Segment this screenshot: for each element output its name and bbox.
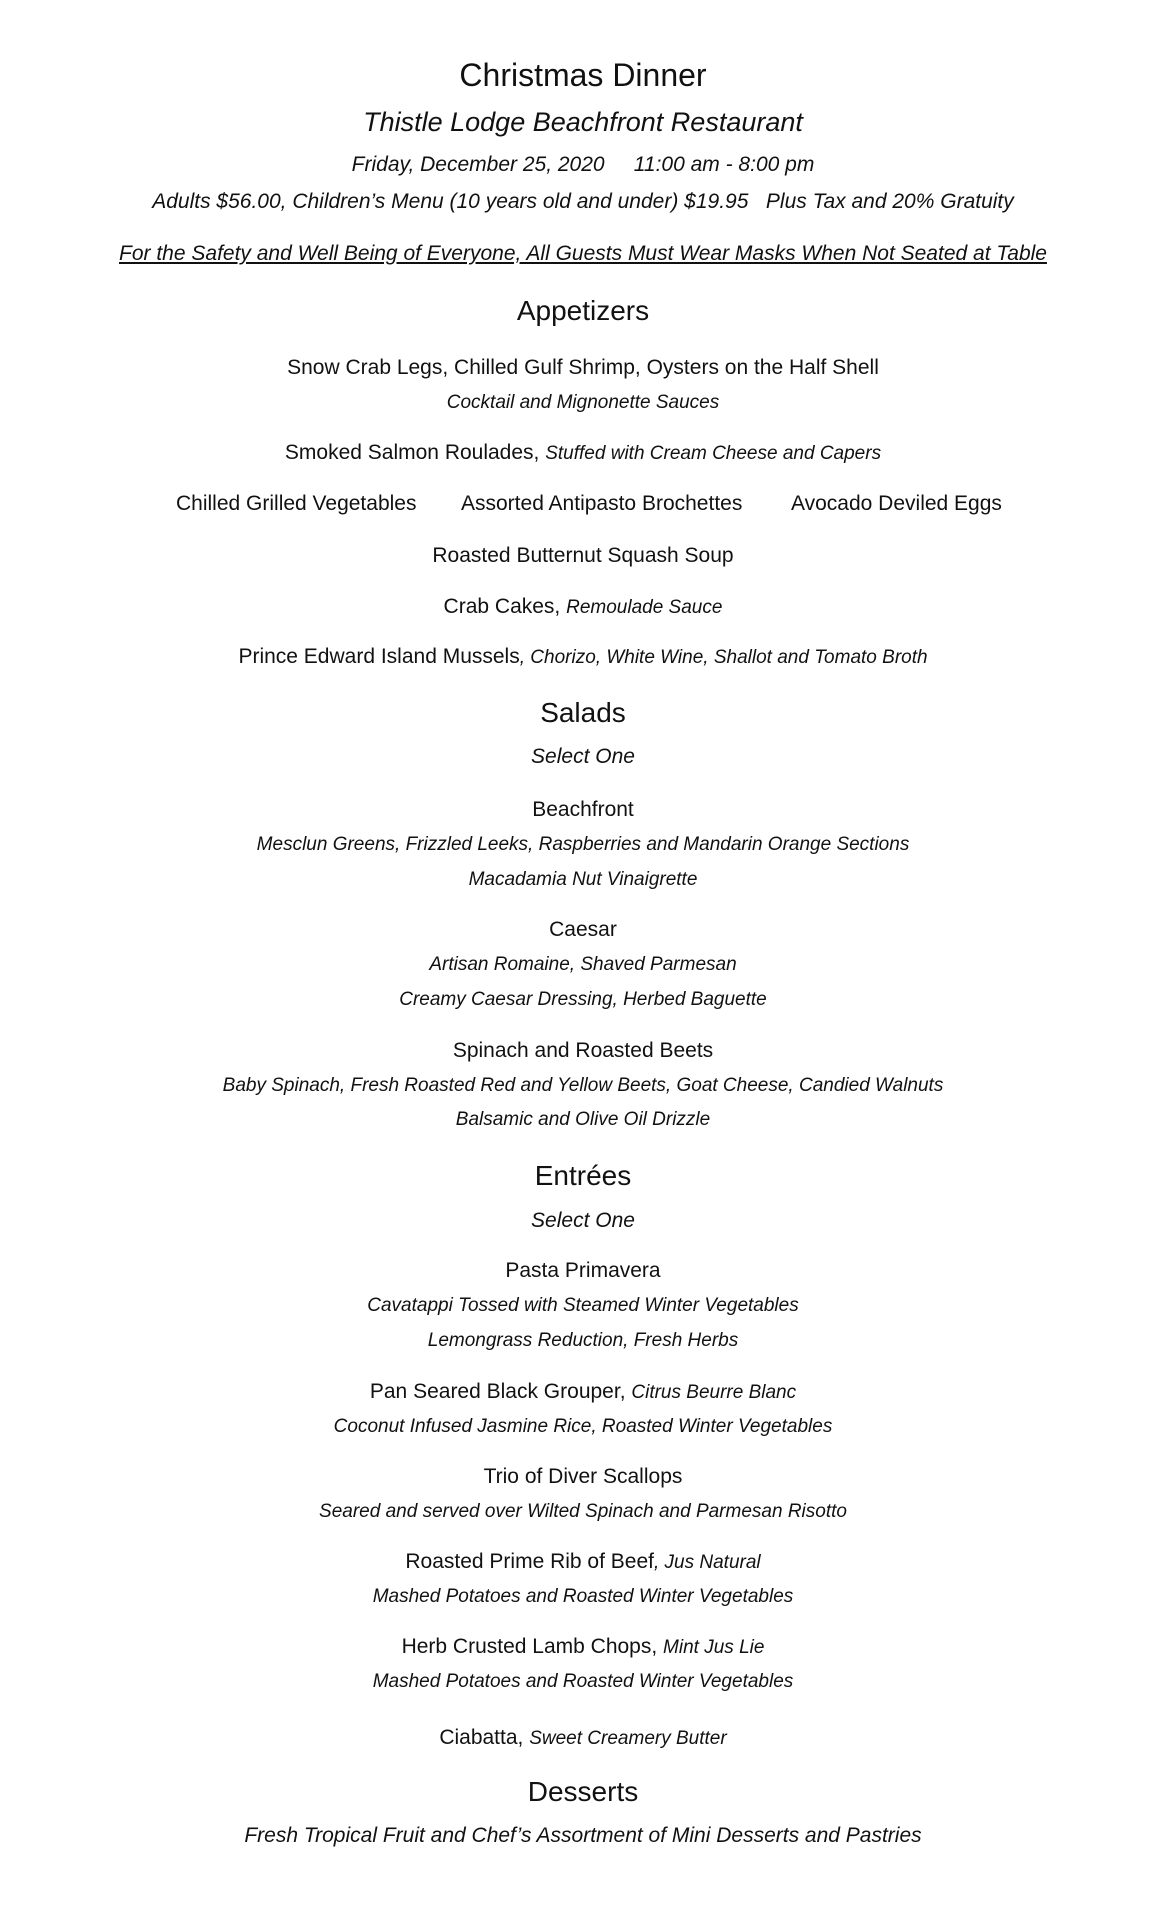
mussels-desc: , Chorizo, White Wine, Shallot and Tomato Broth — [519, 647, 928, 668]
salad-desc: Baby Spinach, Fresh Roasted Red and Yellow Beets, Goat Cheese, Candied Walnuts — [222, 1075, 944, 1096]
desserts-desc: Fresh Tropical Fruit and Chef’s Assortment of Mini Desserts and Pastries — [244, 1824, 922, 1847]
pasta-desc: Cavatappi Tossed with Steamed Winter Vegetables — [367, 1295, 799, 1316]
event-time: 11:00 am - 8:00 pm — [633, 153, 815, 176]
crab-cakes-desc: Remoulade Sauce — [566, 597, 723, 618]
mussels-item — [0, 645, 1166, 669]
entrees-select: Select One — [531, 1209, 635, 1232]
scallops-desc: Seared and served over Wilted Spinach and Parmesan Risotto — [319, 1501, 847, 1522]
salmon-name: Smoked Salmon Roulades, — [284, 441, 540, 464]
salad-desc: Macadamia Nut Vinaigrette — [468, 869, 698, 890]
lamb-desc: Mashed Potatoes and Roasted Winter Vegetables — [372, 1671, 794, 1692]
safety-notice — [0, 242, 1166, 265]
mussels-name: Prince Edward Island Mussels — [238, 645, 520, 668]
antipasto-item: Assorted Antipasto Brochettes — [461, 492, 743, 515]
prime-rib-item — [0, 1550, 1166, 1574]
seafood-sauces: Cocktail and Mignonette Sauces — [446, 392, 720, 413]
lamb-item — [0, 1635, 1166, 1659]
pasta-item: Pasta Primavera — [505, 1259, 661, 1282]
pricing-line — [0, 190, 1166, 213]
grilled-vegetables-item: Chilled Grilled Vegetables — [176, 492, 417, 515]
appetizers-heading: Appetizers — [516, 295, 650, 326]
lamb-sauce: Mint Jus Lie — [663, 1637, 765, 1658]
tax-note: Plus Tax and 20% Gratuity — [765, 190, 1014, 213]
salad-desc: Balsamic and Olive Oil Drizzle — [455, 1109, 711, 1130]
ciabatta-desc: Sweet Creamery Butter — [529, 1728, 727, 1749]
salads-heading: Salads — [540, 697, 626, 728]
scallops-item: Trio of Diver Scallops — [483, 1465, 683, 1488]
event-date: Friday, December 25, 2020 — [351, 153, 605, 176]
ciabatta-item — [0, 1726, 1166, 1750]
salad-name: Beachfront — [532, 798, 634, 821]
salmon-desc: Stuffed with Cream Cheese and Capers — [545, 443, 882, 464]
grouper-name: Pan Seared Black Grouper, — [369, 1380, 626, 1403]
deviled-eggs-item: Avocado Deviled Eggs — [791, 492, 1002, 515]
salmon-item — [0, 441, 1166, 465]
ciabatta-name: Ciabatta, — [439, 1726, 524, 1749]
prime-rib-name: Roasted Prime Rib of Beef — [405, 1550, 654, 1573]
date-time — [0, 153, 1166, 176]
entrees-heading: Entrées — [534, 1160, 632, 1191]
prime-rib-desc: Mashed Potatoes and Roasted Winter Vegetables — [372, 1586, 794, 1607]
salad-desc: Artisan Romaine, Shaved Parmesan — [429, 954, 737, 975]
desserts-heading: Desserts — [527, 1776, 639, 1807]
safety-notice-text: For the Safety and Well Being of Everyone, All Guests Must Wear Masks When Not Seated at Table — [119, 242, 1047, 265]
lamb-name: Herb Crusted Lamb Chops, — [401, 1635, 658, 1658]
soup-item: Roasted Butternut Squash Soup — [432, 544, 734, 567]
seafood-item: Snow Crab Legs, Chilled Gulf Shrimp, Oysters on the Half Shell — [287, 356, 879, 379]
salad-name: Spinach and Roasted Beets — [452, 1039, 714, 1062]
prime-rib-sauce: , Jus Natural — [653, 1552, 761, 1573]
salad-desc: Creamy Caesar Dressing, Herbed Baguette — [399, 989, 767, 1010]
grouper-sauce: Citrus Beurre Blanc — [631, 1382, 797, 1403]
crab-cakes-name: Crab Cakes, — [443, 595, 561, 618]
salad-desc: Mesclun Greens, Frizzled Leeks, Raspberries and Mandarin Orange Sections — [256, 834, 910, 855]
crab-cakes-item — [0, 595, 1166, 619]
pasta-desc: Lemongrass Reduction, Fresh Herbs — [427, 1330, 739, 1351]
page-title: Christmas Dinner — [459, 57, 707, 93]
pricing: Adults $56.00, Children’s Menu (10 years old and under) $19.95 — [152, 190, 749, 213]
restaurant-name: Thistle Lodge Beachfront Restaurant — [363, 107, 803, 137]
salad-name: Caesar — [549, 918, 617, 941]
salads-select: Select One — [531, 745, 635, 768]
grouper-item — [0, 1380, 1166, 1404]
grouper-desc: Coconut Infused Jasmine Rice, Roasted Winter Vegetables — [333, 1416, 833, 1437]
